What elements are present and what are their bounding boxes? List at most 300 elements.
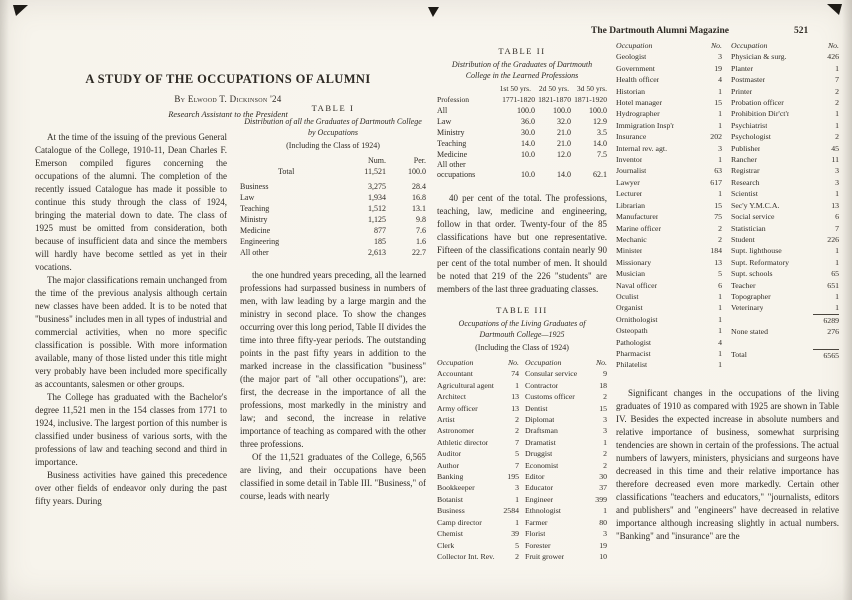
occupation-name: Dramatist <box>525 437 556 447</box>
total-value: 6565 <box>813 349 839 361</box>
table-row <box>437 505 519 516</box>
table-2-period-2: 2d 50 yrs. <box>538 84 569 93</box>
table-row <box>731 97 839 108</box>
occupation-count: 65 <box>831 269 839 279</box>
table-row <box>437 160 607 180</box>
table-2-body <box>437 105 607 180</box>
table-row <box>616 223 722 234</box>
table-row <box>525 414 607 425</box>
occupation-count: 13 <box>831 200 839 210</box>
table-row <box>525 403 607 414</box>
occupation-name: Sec'y Y.M.C.A. <box>731 200 780 210</box>
table-row <box>525 368 607 379</box>
table-row <box>240 192 426 203</box>
row-per: 1.6 <box>416 237 426 246</box>
table-3-header <box>437 357 519 368</box>
occupation-name: Psychiatrist <box>731 120 768 130</box>
row-per: 16.8 <box>412 193 426 202</box>
table-row <box>731 120 839 131</box>
occupation-count: 63 <box>714 166 722 176</box>
occupation-count: 1 <box>718 360 722 370</box>
table-2-period-3: 3d 50 yrs. <box>576 84 607 93</box>
occupation-name: Rancher <box>731 155 757 165</box>
table-row <box>731 200 839 211</box>
table-row <box>437 403 519 414</box>
occupation-name: Florist <box>525 529 546 539</box>
scan-mark-top-right <box>827 4 842 15</box>
occupation-count: 3 <box>835 177 839 187</box>
paragraph: Significant changes in the occupations of the living graduates of 1910 as compared with 1925 are shown in Table IV. Besides the expected increase in absolute numbers and relative importance of business, somewhat surprising tendencies are shown in certain of the professions. The actual numbers of lawyers, ministers, physicians and surgeons have decreased in this time and their relative importance has therefore decreased even more markedly. Certain other classifications "teachers and educators," "journalists, editors and publishers" and "engineers" have decreased in relative importance although increasing slightly in actual numbers. "Banking" and "insurance" are the <box>616 387 839 541</box>
table-row <box>616 268 722 279</box>
occupation-count: 2 <box>718 234 722 244</box>
table-3-continued <box>616 40 839 371</box>
row-period-3: 100.0 <box>589 106 607 115</box>
row-period-2: 32.0 <box>557 117 571 126</box>
table-3-list-3 <box>616 51 722 370</box>
row-num: 1,934 <box>368 193 386 202</box>
row-period-3: 12.9 <box>593 117 607 126</box>
row-period-2: 21.0 <box>557 128 571 137</box>
table-3-label: TABLE III <box>496 305 548 315</box>
occupation-count: 45 <box>831 143 839 153</box>
table-row <box>437 517 519 528</box>
table-row <box>437 540 519 551</box>
table-row <box>437 116 607 127</box>
row-period-3: 3.5 <box>597 128 607 137</box>
table-row <box>616 314 722 325</box>
table-1-header-spacer <box>240 155 340 166</box>
occupation-name: Forester <box>525 540 551 550</box>
table-row <box>437 471 519 482</box>
table-3-header <box>525 357 607 368</box>
table-row <box>616 154 722 165</box>
occupation-name: Statistician <box>731 223 766 233</box>
occupation-name: Diplomat <box>525 415 555 425</box>
table-row <box>616 108 722 119</box>
table-1-label: TABLE I <box>311 103 355 113</box>
table-1-total-num: 11,521 <box>364 167 386 176</box>
table-row <box>616 245 722 256</box>
occupation-name: Dentist <box>525 403 548 413</box>
occupation-count: 1 <box>835 257 839 267</box>
row-per: 28.4 <box>412 182 426 191</box>
occupation-count: 1 <box>835 303 839 313</box>
table-1-total-label: Total <box>278 167 295 176</box>
table-row <box>437 551 519 562</box>
table-row <box>240 247 426 258</box>
table-2-col-profession: Profession <box>437 95 470 104</box>
table-1-col-num: Num. <box>368 156 386 165</box>
occupation-count: 7 <box>835 223 839 233</box>
occupation-name: Hydrographer <box>616 109 660 119</box>
occupation-name: Auditor <box>437 449 462 459</box>
occupation-count: 1 <box>835 63 839 73</box>
table-row <box>525 540 607 551</box>
occupation-count: 2 <box>835 98 839 108</box>
table-row <box>437 127 607 138</box>
occupation-name: Lecturer <box>616 189 643 199</box>
occupation-name: Athletic director <box>437 437 489 447</box>
table-row <box>525 380 607 391</box>
occupation-name: Contractor <box>525 380 559 390</box>
occupation-name: Supt. schools <box>731 269 773 279</box>
table-2-period-1: 1st 50 yrs. <box>499 84 531 93</box>
occupation-count: 202 <box>710 132 722 142</box>
table-row <box>240 236 426 247</box>
table-2-caption: Distribution of the Graduates of Dartmouth College in the Learned Professions <box>451 60 593 80</box>
table-row <box>437 105 607 116</box>
table-row <box>731 51 839 62</box>
row-per: 22.7 <box>412 248 426 257</box>
occupation-count: 1 <box>603 437 607 447</box>
occupation-count: 1 <box>515 517 519 527</box>
row-per: 7.6 <box>416 226 426 235</box>
occupation-name: Author <box>437 460 460 470</box>
occupation-name: Prohibition Dir'ct'r <box>731 109 790 119</box>
text-column-3 <box>437 46 607 562</box>
table-3-caption: Occupations of the Living Graduates of Dartmouth College—1925 <box>458 319 586 339</box>
subtotal-value: 6289 <box>813 314 839 326</box>
occupation-count: 74 <box>511 369 519 379</box>
table-2-header-row <box>437 94 607 105</box>
occupation-name: Social service <box>731 212 775 222</box>
table-row <box>616 97 722 108</box>
table-row <box>616 51 722 62</box>
occupation-name: Mechanic <box>616 234 647 244</box>
row-period-3: 62.1 <box>593 170 607 179</box>
occupation-name: Psychologist <box>731 132 771 142</box>
occupation-name: Astronomer <box>437 426 475 436</box>
table-row <box>525 391 607 402</box>
occupation-count: 3 <box>835 166 839 176</box>
table-row <box>616 302 722 313</box>
column-4-paragraphs <box>616 387 839 543</box>
occupation-name: Draftsman <box>525 426 558 436</box>
table-3-sublist-1 <box>437 357 519 562</box>
row-period-2: 12.0 <box>557 150 571 159</box>
occupation-count: 13 <box>511 403 519 413</box>
occupation-name: Customs officer <box>525 392 575 402</box>
table-row <box>616 165 722 176</box>
occupation-count: 426 <box>827 52 839 62</box>
occupation-name: Bookkeeper <box>437 483 475 493</box>
occupation-name: Probation officer <box>731 98 784 108</box>
occupation-name: Supt. Reformatory <box>731 257 790 267</box>
occupation-name: Ethnologist <box>525 506 561 516</box>
table-row <box>525 528 607 539</box>
occupation-count: 3 <box>603 529 607 539</box>
occupation-name: Librarian <box>616 200 646 210</box>
occupation-name: Hotel manager <box>616 98 663 108</box>
occupation-count: 195 <box>507 472 519 482</box>
table-row <box>731 188 839 199</box>
table-2 <box>437 46 607 180</box>
table-row <box>437 528 519 539</box>
occupation-count: 4 <box>718 75 722 85</box>
occupation-name: Printer <box>731 86 753 96</box>
occupation-count: 1 <box>718 303 722 313</box>
occupation-name: Musician <box>616 269 646 279</box>
occupation-count: 2 <box>718 223 722 233</box>
row-num: 877 <box>374 226 386 235</box>
occupation-count: 399 <box>595 494 607 504</box>
occupation-count: 15 <box>714 98 722 108</box>
occupation-name: Osteopath <box>616 326 648 336</box>
table-row <box>437 368 519 379</box>
occupation-count: 37 <box>599 483 607 493</box>
occupation-count: 6 <box>718 280 722 290</box>
occupation-count: 3 <box>718 52 722 62</box>
table-row <box>731 108 839 119</box>
occupation-count: 184 <box>710 246 722 256</box>
occupation-name: Scientist <box>731 189 758 199</box>
occupation-count: 2 <box>603 460 607 470</box>
occupation-count: 2 <box>835 86 839 96</box>
row-per: 9.8 <box>416 215 426 224</box>
table-row <box>616 188 722 199</box>
occupation-name: Collector Int. Rev. <box>437 551 495 561</box>
occupation-name: Lawyer <box>616 177 640 187</box>
occupation-name: Editor <box>525 472 545 482</box>
occupation-name: Banking <box>437 472 464 482</box>
occupation-name: Organist <box>616 303 643 313</box>
paragraph: The College has graduated with the Bachelor's degree 11,521 men in the 154 classes from 1771 to 1924, inclusive. The largest portion of this number is classified under business of various sorts, with the professions of law and teaching second and third in importance. <box>35 392 227 467</box>
occupation-name: Manufacturer <box>616 212 659 222</box>
table-row <box>616 234 722 245</box>
occupation-count: 11 <box>831 155 839 165</box>
occupation-count: 1 <box>835 109 839 119</box>
table-row <box>731 291 839 302</box>
occupation-count: 617 <box>710 177 722 187</box>
table-row <box>616 280 722 291</box>
col-no: No. <box>710 41 722 50</box>
occupation-count: 1 <box>603 506 607 516</box>
occupation-count: 3 <box>603 426 607 436</box>
row-num: 1,125 <box>368 215 386 224</box>
occupation-name: Government <box>616 63 655 73</box>
occupation-name: Health officer <box>616 75 660 85</box>
table-row <box>525 460 607 471</box>
table-1-header-row <box>240 155 426 166</box>
col-occupation: Occupation <box>437 358 474 367</box>
table-3-sublist-3 <box>616 40 722 371</box>
table-row <box>731 245 839 256</box>
row-label: Ministry <box>240 215 268 224</box>
row-label: Teaching <box>240 204 270 213</box>
occupation-count: 226 <box>827 234 839 244</box>
table-row <box>616 74 722 85</box>
occupation-name: Minister <box>616 246 643 256</box>
table-row <box>616 337 722 348</box>
none-stated-value: 276 <box>827 327 839 337</box>
table-row <box>731 131 839 142</box>
row-label: Engineering <box>240 237 280 246</box>
occupation-name: Farmer <box>525 517 548 527</box>
row-label: All other <box>240 248 269 257</box>
occupation-name: Engineer <box>525 494 554 504</box>
table-row <box>240 181 426 192</box>
occupation-count: 651 <box>827 280 839 290</box>
table-row <box>731 177 839 188</box>
table-row <box>525 448 607 459</box>
page-number: 521 <box>794 26 809 36</box>
row-label: Law <box>240 193 255 202</box>
table-3-list-2 <box>525 368 607 562</box>
paragraph: The major classifications remain unchanged from the time of the previous analysis although certain new classes have been added. It is to be noted that "business" includes men in all types of industrial and commercial activities, when no more specific classification is possible. With more information available, many of those listed under this title might very probably have been included more specifically as accountants, salesmen or other groups. <box>35 275 227 389</box>
occupation-name: Physician & surg. <box>731 52 787 62</box>
occupation-count: 15 <box>714 200 722 210</box>
table-row <box>731 268 839 279</box>
col-no: No. <box>827 41 839 50</box>
table-row <box>616 63 722 74</box>
occupation-count: 13 <box>714 257 722 267</box>
table-2-col-2: 1821-1870 <box>538 95 571 104</box>
table-row <box>731 143 839 154</box>
occupation-count: 2 <box>603 392 607 402</box>
occupation-name: Insurance <box>616 132 647 142</box>
occupation-name: Chemist <box>437 529 463 539</box>
occupation-name: Philatelist <box>616 360 648 370</box>
occupation-count: 7 <box>515 460 519 470</box>
table-row <box>525 494 607 505</box>
table-row <box>731 257 839 268</box>
occupation-name: Inventor <box>616 155 643 165</box>
occupation-name: Pathologist <box>616 337 652 347</box>
occupation-count: 4 <box>718 337 722 347</box>
column-3-paragraphs <box>437 192 607 296</box>
table-row <box>616 348 722 359</box>
table-1-caption: Distribution of all the Graduates of Dartmouth College by Occupations <box>244 117 422 137</box>
table-1-subcaption: (Including the Class of 1924) <box>286 141 380 150</box>
occupation-name: Business <box>437 506 465 516</box>
occupation-count: 1 <box>835 246 839 256</box>
row-label: Business <box>240 182 269 191</box>
occupation-name: Consular service <box>525 369 578 379</box>
occupation-count: 7 <box>835 75 839 85</box>
occupation-name: Economist <box>525 460 559 470</box>
column-2-paragraphs <box>240 269 426 503</box>
column-1-paragraphs <box>35 131 227 508</box>
occupation-count: 30 <box>599 472 607 482</box>
occupation-name: Supt. lighthouse <box>731 246 782 256</box>
occupation-count: 1 <box>835 291 839 301</box>
occupation-name: Druggist <box>525 449 553 459</box>
occupation-count: 3 <box>718 143 722 153</box>
table-row <box>731 223 839 234</box>
row-period-3: 14.0 <box>593 139 607 148</box>
occupation-name: Fruit grower <box>525 551 565 561</box>
table-row <box>731 302 839 313</box>
scan-mark-top-left <box>13 5 28 16</box>
occupation-count: 3 <box>515 483 519 493</box>
occupation-name: Student <box>731 234 755 244</box>
table-3-header <box>616 40 722 51</box>
occupation-name: Marine officer <box>616 223 662 233</box>
table-row <box>525 437 607 448</box>
table-3-sublist-2 <box>525 357 607 562</box>
occupation-count: 2 <box>515 551 519 561</box>
occupation-name: Clerk <box>437 540 455 550</box>
table-row <box>616 359 722 370</box>
occupation-count: 80 <box>599 517 607 527</box>
row-period-1: 100.0 <box>517 106 535 115</box>
row-period-1: 36.0 <box>521 117 535 126</box>
scan-mark-top-center <box>428 7 439 17</box>
table-row <box>437 391 519 402</box>
table-row <box>525 517 607 528</box>
occupation-name: Internal rev. agt. <box>616 143 668 153</box>
occupation-name: Registrar <box>731 166 760 176</box>
occupation-count: 18 <box>599 380 607 390</box>
occupation-count: 6 <box>835 212 839 222</box>
table-3-subtotal-row <box>731 314 839 326</box>
occupation-count: 19 <box>714 63 722 73</box>
text-column-2 <box>240 103 426 503</box>
occupation-count: 1 <box>718 109 722 119</box>
occupation-count: 1 <box>718 86 722 96</box>
table-3-spacer-row <box>731 338 839 349</box>
table-1-col-per: Per. <box>413 156 426 165</box>
occupation-count: 1 <box>835 189 839 199</box>
row-per: 13.1 <box>412 204 426 213</box>
row-profession: Medicine <box>437 150 468 159</box>
table-1-total-per: 100.0 <box>408 167 426 176</box>
occupation-name: Research <box>731 177 760 187</box>
table-2-period-row <box>437 84 607 94</box>
table-row <box>731 154 839 165</box>
occupation-count: 2 <box>515 415 519 425</box>
table-row <box>731 86 839 97</box>
paragraph: Business activities have gained this precedence over other fields of endeavor only during the past fifty years. During <box>35 470 227 506</box>
table-row <box>437 482 519 493</box>
occupation-count: 1 <box>718 291 722 301</box>
row-period-2: 14.0 <box>557 170 571 179</box>
row-period-1: 10.0 <box>521 170 535 179</box>
article-title: A STUDY OF THE OCCUPATIONS OF ALUMNI <box>85 72 371 86</box>
table-row <box>731 74 839 85</box>
table-3-list-1 <box>437 368 519 562</box>
occupation-count: 1 <box>718 189 722 199</box>
occupation-count: 9 <box>603 369 607 379</box>
text-column-4 <box>616 40 839 543</box>
occupation-name: Planter <box>731 63 754 73</box>
occupation-count: 1 <box>515 494 519 504</box>
author-role: Research Assistant to the President <box>168 109 288 119</box>
table-row <box>616 120 722 131</box>
occupation-name: Geologist <box>616 52 647 62</box>
occupation-count: 5 <box>515 449 519 459</box>
table-3-columns <box>437 357 607 562</box>
table-row <box>616 200 722 211</box>
occupation-count: 19 <box>599 540 607 550</box>
occupation-name: Veterinary <box>731 303 764 313</box>
row-profession: All <box>437 106 448 115</box>
table-2-label: TABLE II <box>498 46 546 56</box>
table-row <box>731 165 839 176</box>
table-row <box>616 325 722 336</box>
article-byline: By Elwood T. Dickinson '24 <box>174 94 282 104</box>
occupation-count: 2584 <box>503 506 519 516</box>
table-row <box>437 138 607 149</box>
table-row <box>525 482 607 493</box>
row-period-1: 30.0 <box>521 128 535 137</box>
table-3-subcaption: (Including the Class of 1924) <box>475 343 569 352</box>
occupation-count: 1 <box>718 314 722 324</box>
occupation-name: Publisher <box>731 143 761 153</box>
magazine-title: The Dartmouth Alumni Magazine <box>590 26 729 36</box>
table-2-period-spacer <box>437 84 493 94</box>
occupation-name: Educator <box>525 483 554 493</box>
